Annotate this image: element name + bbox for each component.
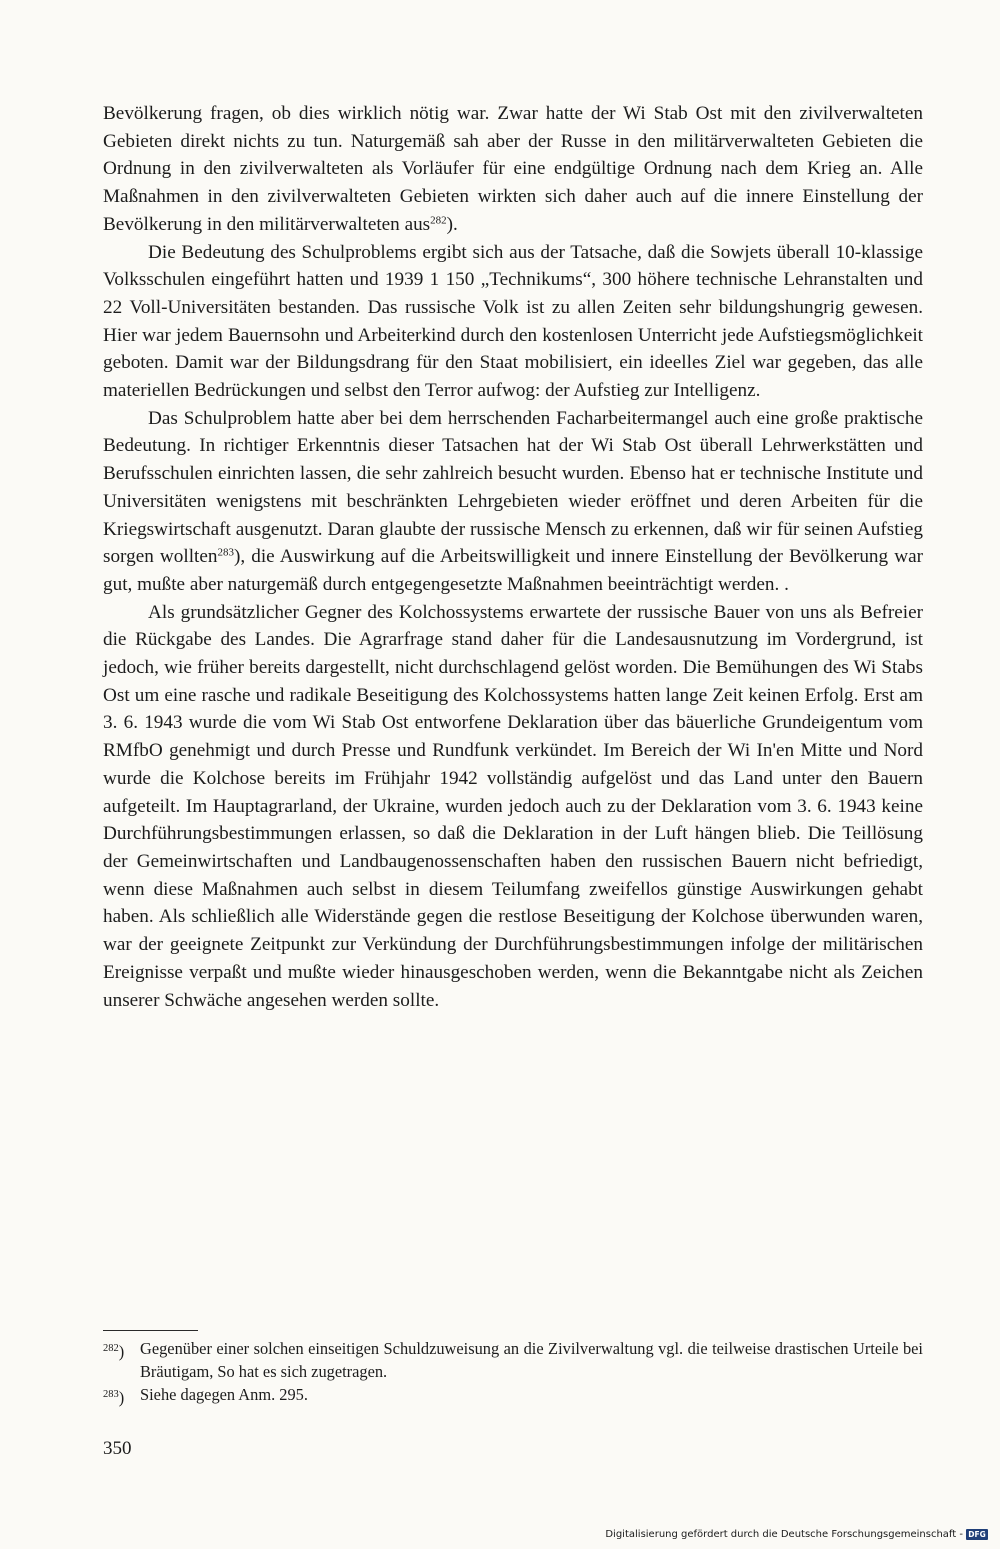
credit-text: Digitalisierung gefördert durch die Deutsche Forschungsgemeinschaft - — [605, 1529, 963, 1540]
paragraph-1-text: Bevölkerung fragen, ob dies wirklich nötig war. Zwar hatte der Wi Stab Ost mit den zivilverwalteten Gebieten direkt nichts zu tun. Naturgemäß sah aber der Russe in den militärverwalteten Gebieten die Ordnung in den zivilverwalteten als Vorläufer für eine endgültige Ordnung nach dem Krieg an. Alle Maßnahmen in den zivilverwalteten Gebieten wirkten sich daher auch auf die innere Einstellung der Bevölkerung in den militärverwalteten aus — [103, 103, 923, 235]
footnote-number — [103, 1337, 140, 1383]
paragraph-1 — [103, 100, 923, 239]
footnote-text: Siehe dagegen Anm. 295. — [140, 1385, 308, 1404]
paragraph-1-end: ). — [446, 213, 458, 235]
dfg-logo-icon: DFG — [966, 1529, 988, 1540]
footnote-number-paren: ) — [118, 1341, 125, 1361]
footnote-number — [103, 1383, 140, 1409]
footnote-number-value: 283 — [103, 1389, 119, 1400]
main-text — [103, 100, 923, 1014]
paragraph-3-text: Das Schulproblem hatte aber bei dem herrschenden Facharbeitermangel auch eine große praktische Bedeutung. In richtiger Erkenntnis dieser Tatsachen hat der Wi Stab Ost überall Lehrwerkstätten und Berufsschulen einrichten lassen, die sehr zahlreich besucht wurden. Ebenso hat er technische Institute und Universitäten wenigstens mit beschränkten Lehrgebieten wieder eröffnet und deren Arbeiten für die Kriegswirtschaft ausgenutzt. Daran glaubte der russische Mensch zu erkennen, daß wir für seinen Aufstieg sorgen wollten — [103, 407, 923, 568]
footnote-text: Gegenüber einer solchen einseitigen Schuldzuweisung an die Zivilverwaltung vgl. die teilweise drastischen Urteile bei Bräutigam, So hat es sich zugetragen. — [140, 1339, 923, 1381]
footnote-number-value: 282 — [103, 1343, 119, 1354]
footnote-divider — [103, 1330, 198, 1331]
paragraph-3 — [103, 405, 923, 599]
footnote-282 — [103, 1337, 923, 1383]
page-number: 350 — [103, 1438, 132, 1459]
footnote-number-paren: ) — [118, 1387, 125, 1407]
paragraph-4: Als grundsätzlicher Gegner des Kolchossystems erwartete der russische Bauer von uns als Befreier die Rückgabe des Landes. Die Agrarfrage stand daher für die Landesausnutzung im Vordergrund, ist jedoch, wie früher bereits dargestellt, nicht durchschlagend gelöst worden. Die Bemühungen des Wi Stabs Ost um eine rasche und radikale Beseitigung des Kolchossystems hatten lange Zeit keinen Erfolg. Erst am 3. 6. 1943 wurde die vom Wi Stab Ost entworfene Deklaration über das bäuerliche Grundeigentum vom RMfbO genehmigt und durch Presse und Rundfunk verkündet. Im Bereich der Wi In'en Mitte und Nord wurde die Kolchose bereits im Frühjahr 1942 vollständig aufgelöst und das Land unter den Bauern aufgeteilt. Im Hauptagrarland, der Ukraine, wurden jedoch auch zu der Deklaration vom 3. 6. 1943 keine Durchführungsbestimmungen erlassen, so daß die Deklaration in der Luft hängen blieb. Die Teillösung der Gemeinwirtschaften und Landbaugenossenschaften haben den russischen Bauern nicht befriedigt, wenn diese Maßnahmen auch selbst in diesem Teilumfang zweifellos günstige Auswirkungen gehabt haben. Als schließlich alle Widerstände gegen die restlose Beseitigung der Kolchose überwunden waren, war der geeignete Zeitpunkt zur Verkündung der Durchführungsbestimmungen infolge der militärischen Ereignisse verpaßt und mußte wieder hinausgeschoben werden, wenn die Bekanntgabe nicht als Zeichen unserer Schwäche angesehen werden sollte. — [103, 601, 923, 1011]
paragraph-2: Die Bedeutung des Schulproblems ergibt sich aus der Tatsache, daß die Sowjets überall 10-klassige Volksschulen eingeführt hatten und 1939 1 150 „Technikums“, 300 höhere technische Lehranstalten und 22 Voll-Universitäten bestanden. Das russische Volk ist zu allen Zeiten sehr bildungshungrig gewesen. Hier war jedem Bauernsohn und Arbeiterkind durch den kostenlosen Unterricht jede Aufstiegsmöglichkeit geboten. Damit war der Bildungsdrang für den Staat mobilisiert, ein ideelles Ziel war gegeben, das alle materiellen Bedrückungen und selbst den Terror aufwog: der Aufstieg zur Intelligenz. — [103, 241, 923, 402]
digitization-credit — [605, 1529, 988, 1540]
footnote-ref-282[interactable]: 282 — [430, 214, 447, 227]
footnote-ref-283[interactable]: 283 — [217, 546, 234, 559]
footnote-283 — [103, 1383, 923, 1409]
paragraph-3-end: ), die Auswirkung auf die Arbeitswilligkeit und innere Einstellung der Bevölkerung war gut, mußte aber naturgemäß durch entgegengesetzte Maßnahmen beeinträchtigt werden. . — [103, 546, 923, 595]
footnotes — [103, 1337, 923, 1409]
